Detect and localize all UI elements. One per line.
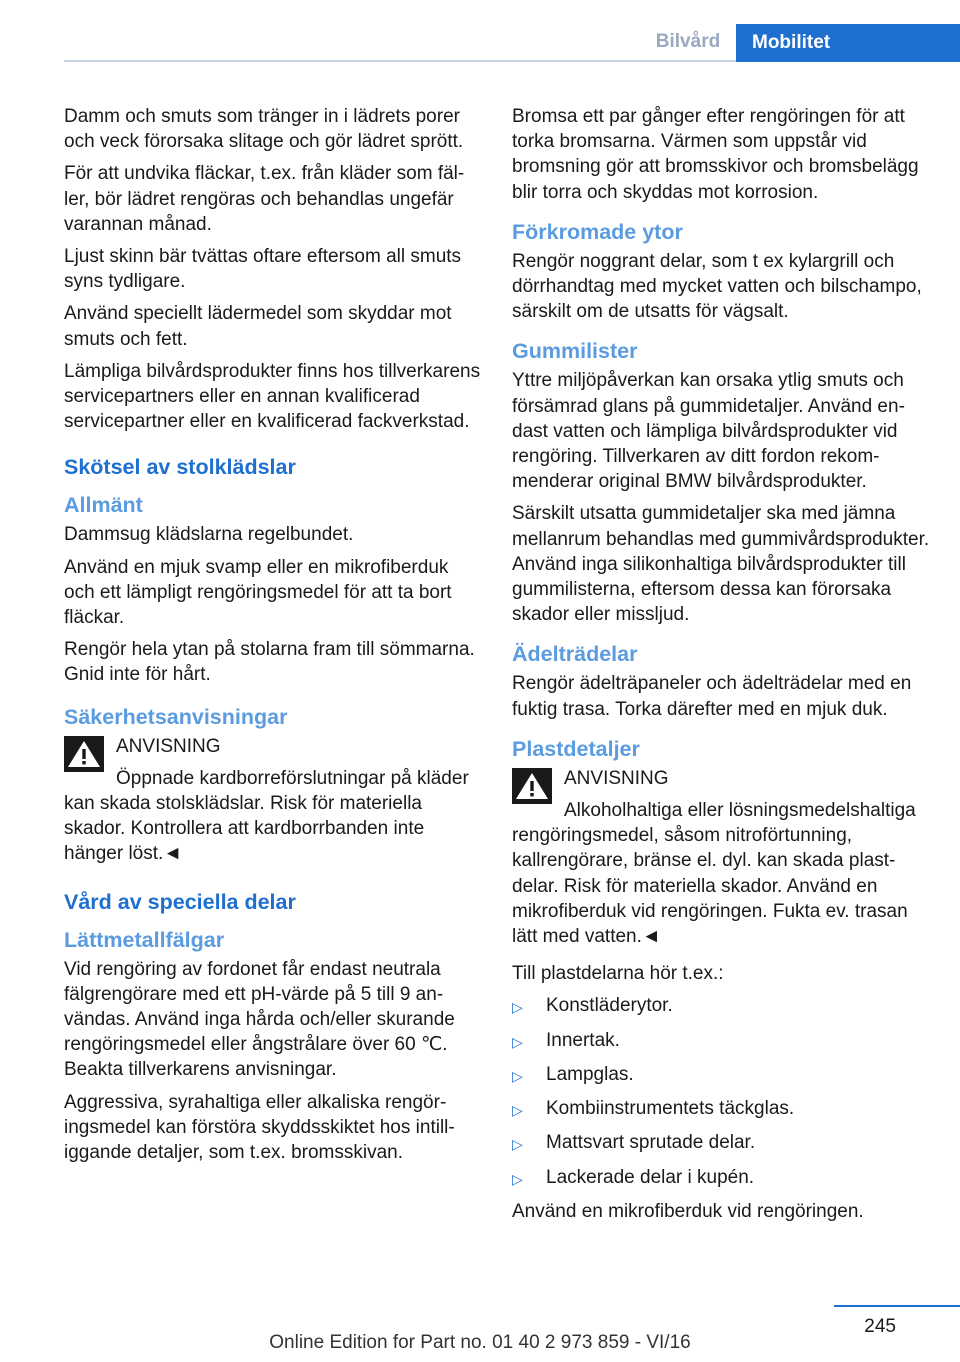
- paragraph: Rengör ädelträpaneler och ädelträdelar med en fuktig trasa. Torka därefter med en mjuk duk.: [512, 673, 912, 720]
- paragraph: För att undvika fläckar, t.ex. från kläder som fäller, bör lädret rengöras och behandlas ungefär varannan månad.: [64, 163, 465, 235]
- paragraph: Använd en mjuk svamp eller en mikrofiberduk och ett lämpligt rengöringsmedel för att ta bort fläckar.: [64, 556, 452, 629]
- paragraph: Dammsug klädslarna regelbundet.: [64, 524, 354, 546]
- edition-footer: Online Edition for Part no. 01 40 2 973 859 - VI/16: [269, 1332, 691, 1353]
- paragraph: Lämpliga bilvårdsprodukter finns hos tillverkarens servicepartners eller en annan kvalificerad servicepartner eller en kvalificerad fackverkstad.: [64, 360, 481, 433]
- paragraph: Använd en mikrofiberduk vid rengöringen.: [512, 1200, 864, 1222]
- subsection-heading: Gummilister: [512, 339, 638, 364]
- bullet-icon: ▷: [512, 1067, 523, 1084]
- paragraph: Särskilt utsatta gummidetaljer ska med jämna mellanrum behandlas med gummivårdsprodukter. Använd inga silikonhaltiga bilvårdsprodukter till gummilisterna, eftersom dessa kan förorsaka skador eller missljud.: [512, 503, 930, 626]
- list-item-text: Lampglas.: [546, 1063, 634, 1085]
- tab-bilvard[interactable]: Bilvård: [655, 31, 721, 52]
- left-column: [64, 104, 482, 1172]
- list-item: [512, 1028, 930, 1055]
- warning-note: [64, 734, 482, 867]
- note-text: Öppnade kardborreförslutningar på kläder kan skada stolsklädslar. Risk för materiella skador. Kontrollera att kardborrbanden inte hänger löst.◄: [64, 767, 469, 865]
- list-item: [512, 1130, 930, 1157]
- list-item-text: Konstläderytor.: [546, 995, 673, 1017]
- note-label: ANVISNING: [116, 735, 221, 757]
- page-number: 245: [864, 1316, 896, 1337]
- section-heading: Skötsel av stolklädslar: [64, 455, 296, 480]
- paragraph: Bromsa ett par gånger efter rengöringen för att torka bromsarna. Värmen som uppstår vid bromsning gör att bromsskivor och bromsbelägg blir torra och skyddas mot korrosion.: [512, 106, 919, 203]
- right-column: [512, 104, 930, 1231]
- paragraph: Till plastdelarna hör t.ex.:: [512, 963, 724, 985]
- subsection-heading: Allmänt: [64, 493, 143, 518]
- paragraph: Ljust skinn bär tvättas oftare eftersom all smuts syns tydligare.: [64, 246, 462, 293]
- paragraph: Damm och smuts som tränger in i lädrets porer och veck förorsaka slitage och gör lädret sprött.: [64, 106, 464, 153]
- subsection-heading: Förkromade ytor: [512, 219, 683, 244]
- paragraph: Yttre miljöpåverkan kan orsaka ytlig smuts och försämrad glans på gummidetaljer. Använd endast vatten och lämpliga bilvårdsprodukter vid rengöring. Tillverkaren av ditt fordon rekommenderar original BMW bilvårdsprodukter.: [512, 370, 905, 493]
- note-label: ANVISNING: [564, 767, 669, 789]
- bullet-icon: ▷: [512, 1170, 523, 1187]
- bullet-list: [512, 993, 930, 1191]
- bullet-icon: ▷: [512, 999, 523, 1016]
- list-item: [512, 1062, 930, 1089]
- note-text: Alkoholhaltiga eller lösningsmedelshaltiga rengöringsmedel, såsom nitroförtunning, kallrengörare, bränse el. dyl. kan skada plastdelar. Risk för materiella skador. Använd en mikrofiberduk vid rengöringen. Fukta ev. trasan lätt med vatten.◄: [512, 800, 916, 948]
- list-item: [512, 993, 930, 1020]
- warning-icon: [512, 768, 552, 804]
- warning-note: [512, 766, 930, 949]
- section-heading: Vård av speciella delar: [64, 889, 296, 914]
- bullet-icon: ▷: [512, 1102, 523, 1119]
- list-item-text: Lackerade delar i kupén.: [546, 1166, 755, 1188]
- paragraph: Rengör hela ytan på stolarna fram till sömmarna. Gnid inte för hårt.: [64, 639, 475, 686]
- list-item: [512, 1165, 930, 1192]
- bullet-icon: ▷: [512, 1033, 523, 1050]
- paragraph: Använd speciellt lädermedel som skyddar mot smuts och fett.: [64, 303, 452, 350]
- bullet-icon: ▷: [512, 1136, 523, 1153]
- subsection-heading: Säkerhetsanvisningar: [64, 704, 288, 729]
- paragraph: Aggressiva, syrahaltiga eller alkaliska rengöringsmedel kan förstöra skyddsskiktet hos intilliggande detaljer, som t.ex. bromsskivan.: [64, 1091, 455, 1164]
- warning-icon: [64, 736, 104, 772]
- footer-divider: [834, 1305, 960, 1307]
- subsection-heading: Ädelträdelar: [512, 642, 638, 667]
- subsection-heading: Lättmetallfälgar: [64, 927, 225, 952]
- paragraph: Rengör noggrant delar, som t ex kylargrill och dörrhandtag med mycket vatten och bilschampo, särskilt om de utsatts för vägsalt.: [512, 250, 922, 323]
- list-item-text: Mattsvart sprutade delar.: [546, 1132, 756, 1154]
- list-item: [512, 1096, 930, 1123]
- list-item-text: Kombiinstrumentets täckglas.: [546, 1098, 795, 1120]
- subsection-heading: Plastdetaljer: [512, 736, 640, 761]
- list-item-text: Innertak.: [546, 1029, 620, 1051]
- paragraph: Vid rengöring av fordonet får endast neutrala fälgrengörare med ett pH-värde på 5 till 9 användas. Använd inga hårda och/eller skurande rengöringsmedel eller ångstrålare över 60 ℃. Beakta tillverkarens anvisningar.: [64, 958, 455, 1081]
- tab-mobilitet[interactable]: Mobilitet: [736, 24, 960, 62]
